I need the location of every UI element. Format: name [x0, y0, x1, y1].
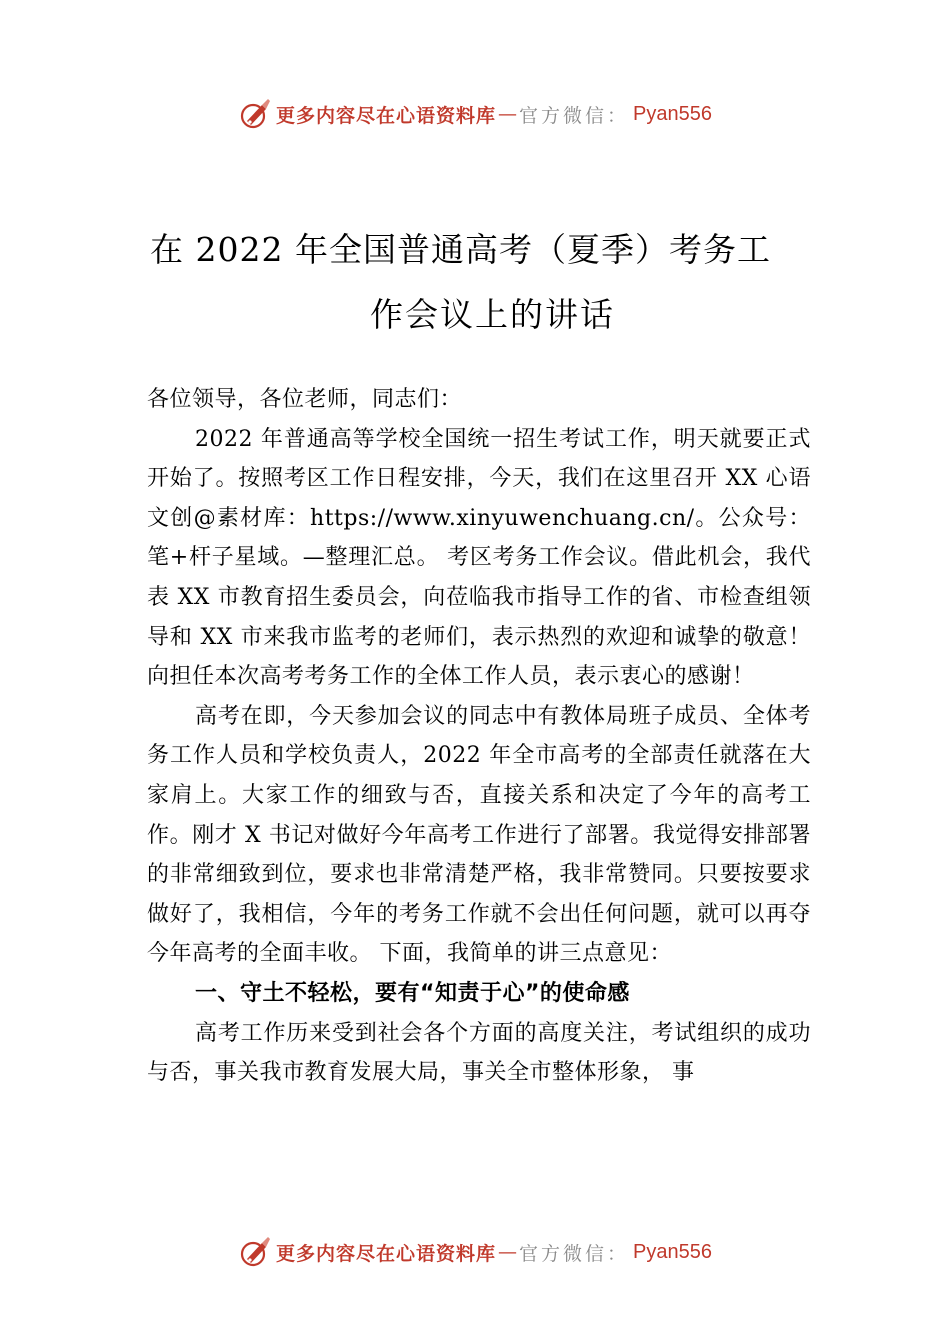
document-body	[147, 380, 811, 1093]
watermark-dash: —	[498, 103, 518, 125]
document-title-line-1: 在 2022 年全国普通高考（夏季）考务工	[150, 230, 771, 269]
watermark-library-text: 更多内容尽在心语资料库	[276, 1242, 497, 1265]
watermark-dash: —	[498, 1241, 518, 1263]
document-title-line-2: 作会议上的讲话	[370, 295, 615, 334]
paragraph-1: 2022 年普通高等学校全国统一招生考试工作，明天就要正式开始了。按照考区工作日程安排，今天，我们在这里召开 XX 心语文创@素材库：https://www.xinyuwenchuang.cn/。公众号：笔+杆子星域。—整理汇总。 考区考务工作会议。借此机会，我代表 XX 市教育招生委员会，向莅临我市指导工作的省、市检查组领导和 XX 市来我市监考的老师们，表示热烈的欢迎和诚挚的敬意！向担任本次高考考务工作的全体工作人员，表示衷心的感谢！	[147, 426, 811, 690]
pen-logo-icon	[238, 97, 272, 131]
footer-watermark	[0, 1232, 950, 1272]
watermark-library-text: 更多内容尽在心语资料库	[276, 104, 497, 127]
section-heading-1: 一、守土不轻松，要有“知责于心”的使命感	[195, 980, 630, 1006]
watermark-wechat-id: Pyan556	[633, 1240, 712, 1263]
paragraph-3: 高考工作历来受到社会各个方面的高度关注，考试组织的成功与否，事关我市教育发展大局，事关全市整体形象， 事	[147, 1020, 811, 1086]
header-watermark	[0, 94, 950, 134]
watermark-wechat-id: Pyan556	[633, 102, 712, 125]
watermark-wechat-label: 官方微信：	[519, 104, 630, 127]
pen-logo-icon	[238, 1235, 272, 1269]
watermark-wechat-label: 官方微信：	[519, 1242, 630, 1265]
paragraph-2: 高考在即，今天参加会议的同志中有教体局班子成员、全体考务工作人员和学校负责人，2022 年全市高考的全部责任就落在大家肩上。大家工作的细致与否，直接关系和决定了今年的高考工作。刚才 X 书记对做好今年高考工作进行了部署。我觉得安排部署的非常细致到位，要求也非常清楚严格，我非常赞同。只要按要求做好了，我相信，今年的考务工作就不会出任何问题，就可以再夺今年高考的全面丰收。 下面，我简单的讲三点意见：	[147, 703, 811, 967]
salutation: 各位领导，各位老师，同志们：	[147, 387, 463, 412]
